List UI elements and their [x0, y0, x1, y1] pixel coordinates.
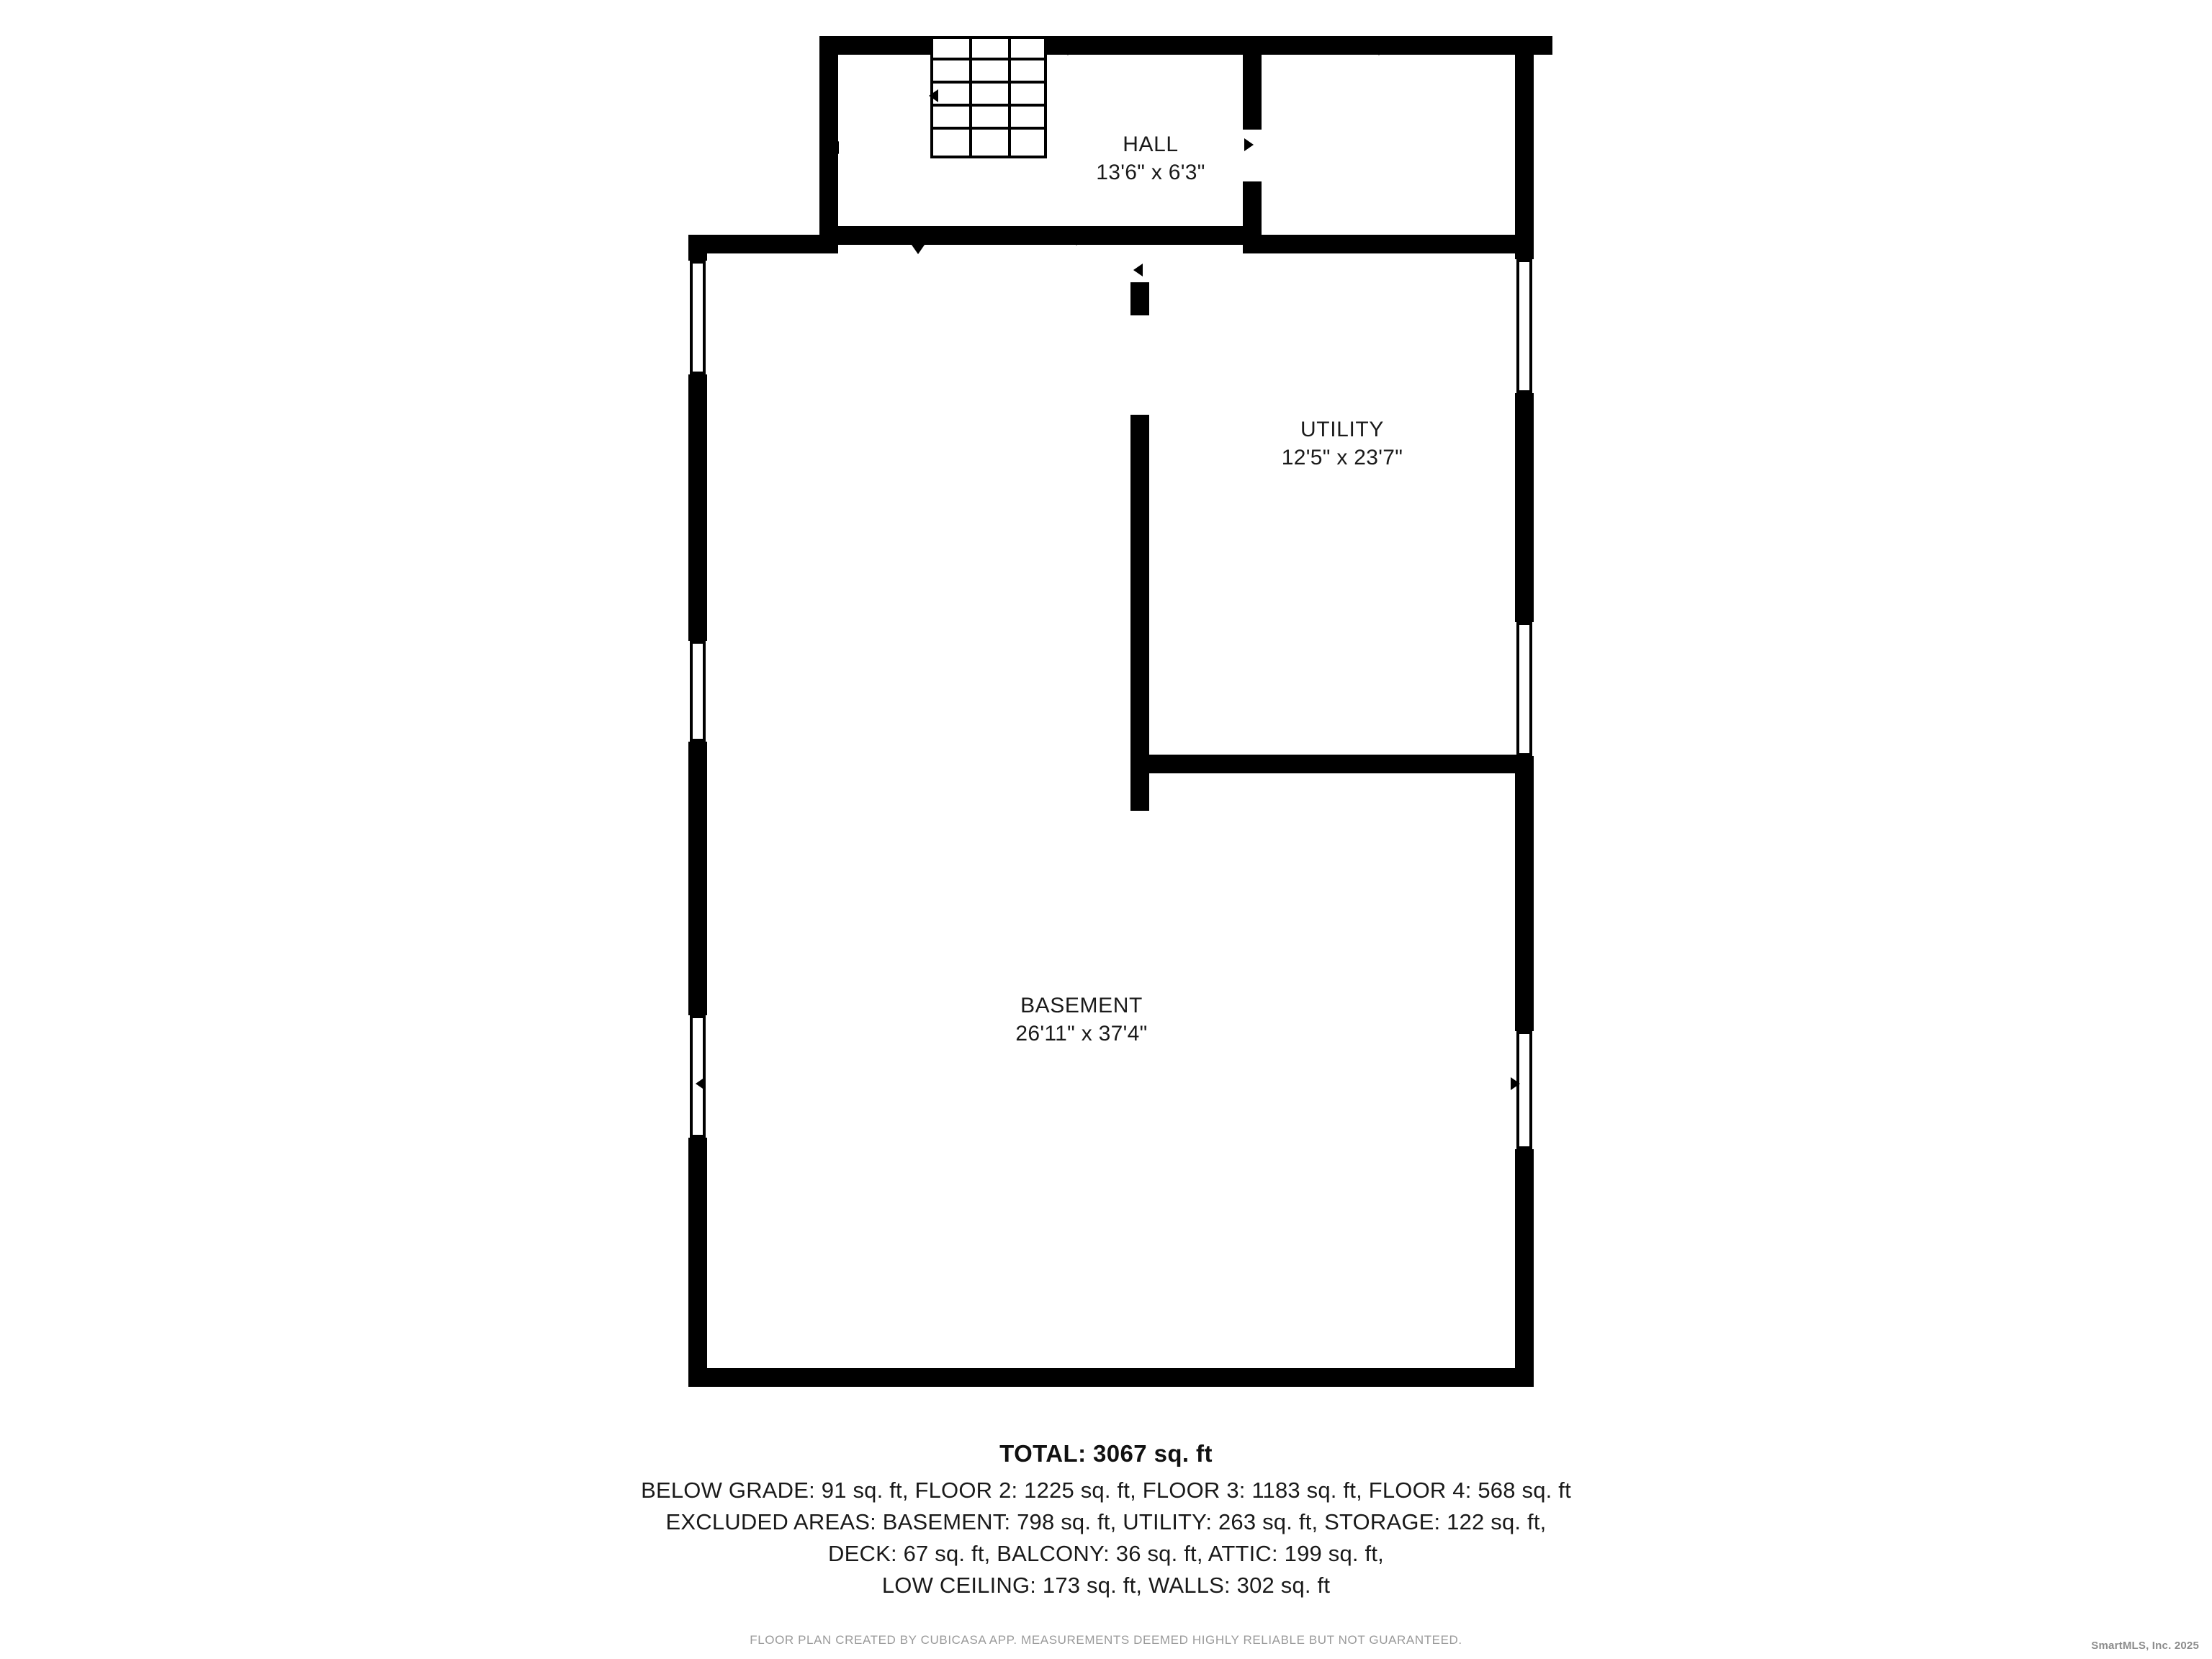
arrow-basement-right: [1511, 1077, 1520, 1090]
room-name: HALL: [1123, 132, 1179, 156]
stair-step: [933, 104, 1044, 107]
summary-line-2: EXCLUDED AREAS: BASEMENT: 798 sq. ft, UTILITY: 263 sq. ft, STORAGE: 122 sq. ft,: [665, 1509, 1547, 1535]
arrow-hall-left: [830, 141, 839, 154]
summary-line-3: DECK: 67 sq. ft, BALCONY: 36 sq. ft, ATTIC: 199 sq. ft,: [828, 1541, 1384, 1567]
stair-step: [1008, 39, 1011, 156]
wall-main-right-a: [1515, 252, 1534, 259]
window-left-lower: [690, 1015, 706, 1138]
wall-main-right-b: [1515, 393, 1534, 622]
wall-main-bottom: [688, 1368, 1534, 1387]
summary-line-4: LOW CEILING: 173 sq. ft, WALLS: 302 sq. ft: [881, 1573, 1331, 1599]
window-left-middle: [690, 641, 706, 742]
arrow-hall-top-right: [1372, 46, 1385, 55]
stair-step: [969, 39, 972, 156]
wall-main-left-b: [688, 374, 707, 641]
wall-utility-stub: [1130, 755, 1149, 811]
mls-credit: SmartMLS, Inc. 2025: [2091, 1640, 2199, 1652]
wall-hall-bottom-left: [819, 226, 1262, 245]
room-label-hall: [1096, 131, 1205, 187]
room-name: UTILITY: [1300, 418, 1384, 441]
arrow-hall-door: [1244, 138, 1254, 151]
wall-utility-left: [1130, 415, 1149, 809]
staircase: [930, 36, 1047, 158]
arrow-stairs: [929, 89, 938, 102]
arrow-main-top-right: [1133, 264, 1143, 276]
wall-main-right-d: [1515, 1149, 1534, 1387]
disclaimer-text: FLOOR PLAN CREATED BY CUBICASA APP. MEASUREMENTS DEEMED HIGHLY RELIABLE BUT NOT GUARANTEED.: [750, 1633, 1462, 1647]
room-label-basement: [1015, 992, 1147, 1048]
wall-upper-right: [1515, 36, 1534, 252]
wall-hall-left: [819, 36, 838, 245]
wall-utility-top-stub: [1130, 282, 1149, 315]
wall-main-left-d: [688, 1138, 707, 1385]
stair-step: [933, 81, 1044, 84]
window-left-upper: [690, 261, 706, 374]
room-dimensions: 26'11" x 37'4": [1015, 1021, 1148, 1046]
arrow-basement-bottom: [912, 1371, 925, 1380]
room-name: BASEMENT: [1020, 994, 1143, 1017]
arrow-hall-top-left: [1061, 46, 1074, 55]
total-area: TOTAL: 3067 sq. ft: [999, 1440, 1213, 1467]
wall-main-left-a: [688, 235, 707, 261]
arrow-utility-bottom: [1370, 756, 1382, 765]
area-summary: [0, 1440, 2212, 1601]
wall-utility-bottom: [1149, 755, 1518, 773]
room-label-utility: [1282, 416, 1403, 472]
wall-hall-right-upper: [1243, 36, 1262, 130]
stair-step: [933, 127, 1044, 130]
doorway-hall-right: [1243, 130, 1262, 181]
wall-main-top-left: [688, 235, 838, 253]
arrow-hall-bottom: [1070, 236, 1083, 246]
wall-main-top-right: [1243, 235, 1534, 253]
wall-main-right-c: [1515, 756, 1534, 1031]
window-right-upper: [1516, 259, 1532, 393]
stair-step: [933, 58, 1044, 60]
wall-main-left-c: [688, 742, 707, 1015]
window-right-lower: [1516, 1031, 1532, 1149]
room-dimensions: 13'6" x 6'3": [1096, 160, 1205, 184]
arrow-main-top-left: [912, 245, 925, 254]
summary-line-1: BELOW GRADE: 91 sq. ft, FLOOR 2: 1225 sq. ft, FLOOR 3: 1183 sq. ft, FLOOR 4: 568 sq. ft: [641, 1478, 1571, 1503]
arrow-basement-left: [696, 1077, 705, 1090]
room-dimensions: 12'5" x 23'7": [1281, 445, 1403, 469]
window-right-middle: [1516, 622, 1532, 756]
wall-hall-top: [819, 36, 1552, 55]
